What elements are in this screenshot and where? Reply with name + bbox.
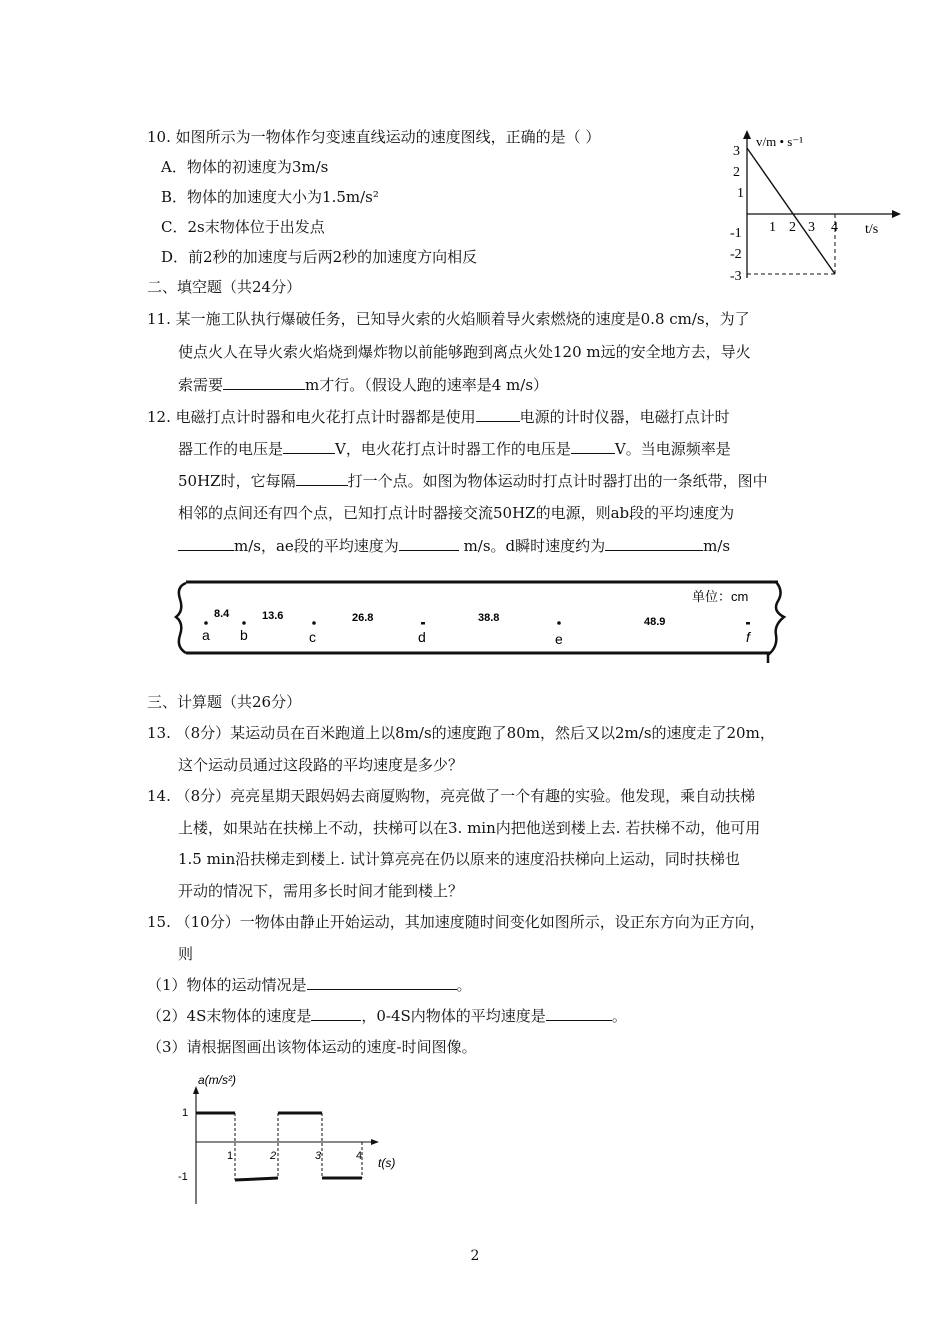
vt-x-tick: 2 bbox=[789, 220, 796, 235]
q15-line2: 则 bbox=[178, 945, 194, 963]
vt-y-tick: 3 bbox=[733, 144, 740, 159]
tape-point-label: a bbox=[202, 627, 210, 643]
at-x-tick: 4 bbox=[356, 1150, 363, 1162]
q12-line2-part-c: V。当电源频率是 bbox=[614, 440, 731, 458]
q15-sub2-text-a: （2）4S末物体的速度是 bbox=[147, 1007, 312, 1025]
tape-distance: 13.6 bbox=[262, 610, 284, 622]
at-y-tick: 1 bbox=[182, 1107, 189, 1119]
section2-heading: 二、填空题（共24分） bbox=[147, 278, 302, 296]
q15-sub2-text-b: ，0-4S内物体的平均速度是 bbox=[361, 1007, 546, 1025]
q14-line3: 1.5 min沿扶梯走到楼上. 试计算亮亮在仍以原来的速度沿扶梯向上运动，同时扶梯也 bbox=[178, 850, 740, 868]
q10-option-c: C．2s末物体位于出发点 bbox=[161, 218, 325, 236]
vt-y-arrow bbox=[743, 130, 751, 139]
tape-dot bbox=[557, 621, 561, 625]
vt-x-arrow bbox=[892, 210, 901, 218]
vt-velocity-line bbox=[747, 148, 835, 274]
tape-point-label: f bbox=[746, 629, 750, 645]
q14-line1: 14. （8分）亮亮星期天跟妈妈去商厦购物，亮亮做了一个有趣的实验。他发现，乘自动扶梯 bbox=[147, 787, 756, 805]
at-x-tick: 3 bbox=[315, 1150, 322, 1162]
at-segment-negative bbox=[235, 1178, 278, 1180]
tape-dot bbox=[242, 621, 246, 625]
q12-line3-part-a: 50HZ时，它每隔 bbox=[178, 472, 296, 490]
q12-line2-part-a: 器工作的电压是 bbox=[178, 440, 284, 458]
q12-voltage2-blank[interactable] bbox=[571, 439, 615, 454]
q15-sub1 bbox=[147, 975, 472, 995]
q12-ab-speed-blank[interactable] bbox=[178, 536, 234, 551]
q14-line2: 上楼，如果站在扶梯上不动，扶梯可以在3. min内把他送到楼上去. 若扶梯不动，他可用 bbox=[178, 819, 761, 837]
q10-stem: 10. 如图所示为一物体作匀变速直线运动的速度图线，正确的是（ ） bbox=[147, 128, 601, 146]
q14-line4: 开动的情况下，需用多长时间才能到楼上？ bbox=[178, 882, 464, 900]
q15-sub2-end: 。 bbox=[611, 1007, 627, 1025]
vt-y-tick: -3 bbox=[730, 269, 742, 284]
acceleration-time-graph bbox=[172, 1070, 422, 1210]
q12-line5-part-a: m/s，ae段的平均速度为 bbox=[234, 537, 399, 555]
q12-line5-part-c: m/s bbox=[703, 537, 731, 555]
at-x-tick: 2 bbox=[270, 1150, 277, 1162]
q12-line1-part-a: 12. 电磁打点计时器和电火花打点计时器都是使用 bbox=[147, 408, 476, 426]
tape-distance: 26.8 bbox=[352, 612, 374, 624]
vt-x-tick: 1 bbox=[769, 220, 776, 235]
q15-sub1-text: （1）物体的运动情况是 bbox=[147, 976, 307, 994]
q12-ae-speed-blank[interactable] bbox=[399, 536, 459, 551]
tape-dot bbox=[312, 621, 316, 625]
q12-line1 bbox=[147, 407, 730, 427]
tape-point-label: c bbox=[309, 629, 316, 645]
q10-option-a: A．物体的初速度为3m/s bbox=[161, 158, 329, 176]
tape-distance: 8.4 bbox=[214, 608, 230, 620]
q15-line1: 15. （10分）一物体由静止开始运动，其加速度随时间变化如图所示，设正东方向为正方向， bbox=[147, 913, 765, 931]
section3-heading: 三、计算题（共26分） bbox=[147, 693, 302, 711]
q12-line5 bbox=[178, 536, 730, 556]
at-x-tick: 1 bbox=[227, 1150, 234, 1162]
q15-sub3: （3）请根据图画出该物体运动的速度-时间图像。 bbox=[147, 1038, 477, 1056]
tape-point-label: e bbox=[555, 631, 563, 647]
q15-sub2 bbox=[147, 1006, 627, 1026]
q12-d-speed-blank[interactable] bbox=[605, 536, 703, 551]
tape-right-edge bbox=[768, 582, 784, 663]
q11-answer-blank[interactable] bbox=[223, 375, 305, 390]
tape-dot bbox=[746, 622, 750, 625]
at-y-arrow bbox=[193, 1086, 199, 1094]
q15-sub1-end: 。 bbox=[456, 976, 472, 994]
vt-y-label: v/m • s⁻¹ bbox=[756, 134, 804, 149]
q12-voltage1-blank[interactable] bbox=[283, 439, 335, 454]
q12-line2-part-b: V，电火花打点计时器工作的电压是 bbox=[335, 440, 571, 458]
tape-dot bbox=[421, 622, 425, 625]
vt-y-tick: 2 bbox=[733, 165, 740, 180]
q12-interval-blank[interactable] bbox=[296, 471, 348, 486]
tape-dot bbox=[204, 621, 208, 625]
vt-y-tick: 1 bbox=[737, 186, 744, 201]
vt-y-tick: -2 bbox=[730, 247, 742, 262]
tape-point-label: b bbox=[240, 627, 248, 643]
tape-distance: 48.9 bbox=[644, 616, 666, 628]
q15-average-velocity-blank[interactable] bbox=[546, 1006, 612, 1021]
q11-line3-suffix: m才行。（假设人跑的速率是4 m/s） bbox=[305, 376, 549, 394]
q12-line5-part-b: m/s。d瞬时速度约为 bbox=[458, 537, 606, 555]
q11-line2: 使点火人在导火索火焰烧到爆炸物以前能够跑到离点火处120 m远的安全地方去，导火 bbox=[178, 343, 751, 361]
vt-x-label: t/s bbox=[865, 222, 879, 237]
vt-x-tick: 3 bbox=[808, 220, 815, 235]
q12-line3-part-b: 打一个点。如图为物体运动时打点计时器打出的一条纸带，图中 bbox=[347, 472, 768, 490]
q12-power-blank[interactable] bbox=[476, 407, 520, 422]
at-x-label: t(s) bbox=[378, 1156, 396, 1170]
at-x-arrow bbox=[371, 1139, 379, 1145]
tape-left-edge bbox=[176, 583, 186, 653]
q13-line1: 13. （8分）某运动员在百米跑道上以8m/s的速度跑了80m，然后又以2m/s的速度走了20m， bbox=[147, 724, 775, 742]
q13-line2: 这个运动员通过这段路的平均速度是多少？ bbox=[178, 756, 464, 774]
q11-line3-prefix: 索需要 bbox=[178, 376, 224, 394]
q11-line1: 11. 某一施工队执行爆破任务，已知导火索的火焰顺着导火索燃烧的速度是0.8 cm/s，为了 bbox=[147, 310, 750, 328]
q12-line4: 相邻的点间还有四个点，已知打点计时器接交流50HZ的电源，则ab段的平均速度为 bbox=[178, 504, 735, 522]
q15-velocity-blank[interactable] bbox=[311, 1006, 361, 1021]
vt-x-tick: 4 bbox=[831, 220, 838, 235]
q15-motion-blank[interactable] bbox=[307, 975, 457, 990]
q12-line2 bbox=[178, 439, 731, 459]
q11-line3 bbox=[178, 375, 548, 395]
q12-line3 bbox=[178, 471, 768, 491]
at-y-tick: -1 bbox=[178, 1171, 188, 1183]
q10-option-b: B．物体的加速度大小为1.5m/s² bbox=[161, 188, 379, 206]
velocity-time-graph bbox=[725, 128, 905, 288]
at-y-label: a(m/s²) bbox=[198, 1073, 236, 1087]
tape-distance: 38.8 bbox=[478, 612, 500, 624]
tape-unit: 单位：cm bbox=[692, 589, 749, 604]
tape-point-label: d bbox=[418, 629, 426, 645]
page-number: 2 bbox=[470, 1248, 480, 1264]
q12-line1-part-b: 电源的计时仪器，电磁打点计时 bbox=[519, 408, 730, 426]
q10-option-d: D．前2秒的加速度与后两2秒的加速度方向相反 bbox=[161, 248, 478, 266]
vt-y-tick: -1 bbox=[730, 226, 742, 241]
ticker-tape-figure bbox=[172, 575, 797, 665]
